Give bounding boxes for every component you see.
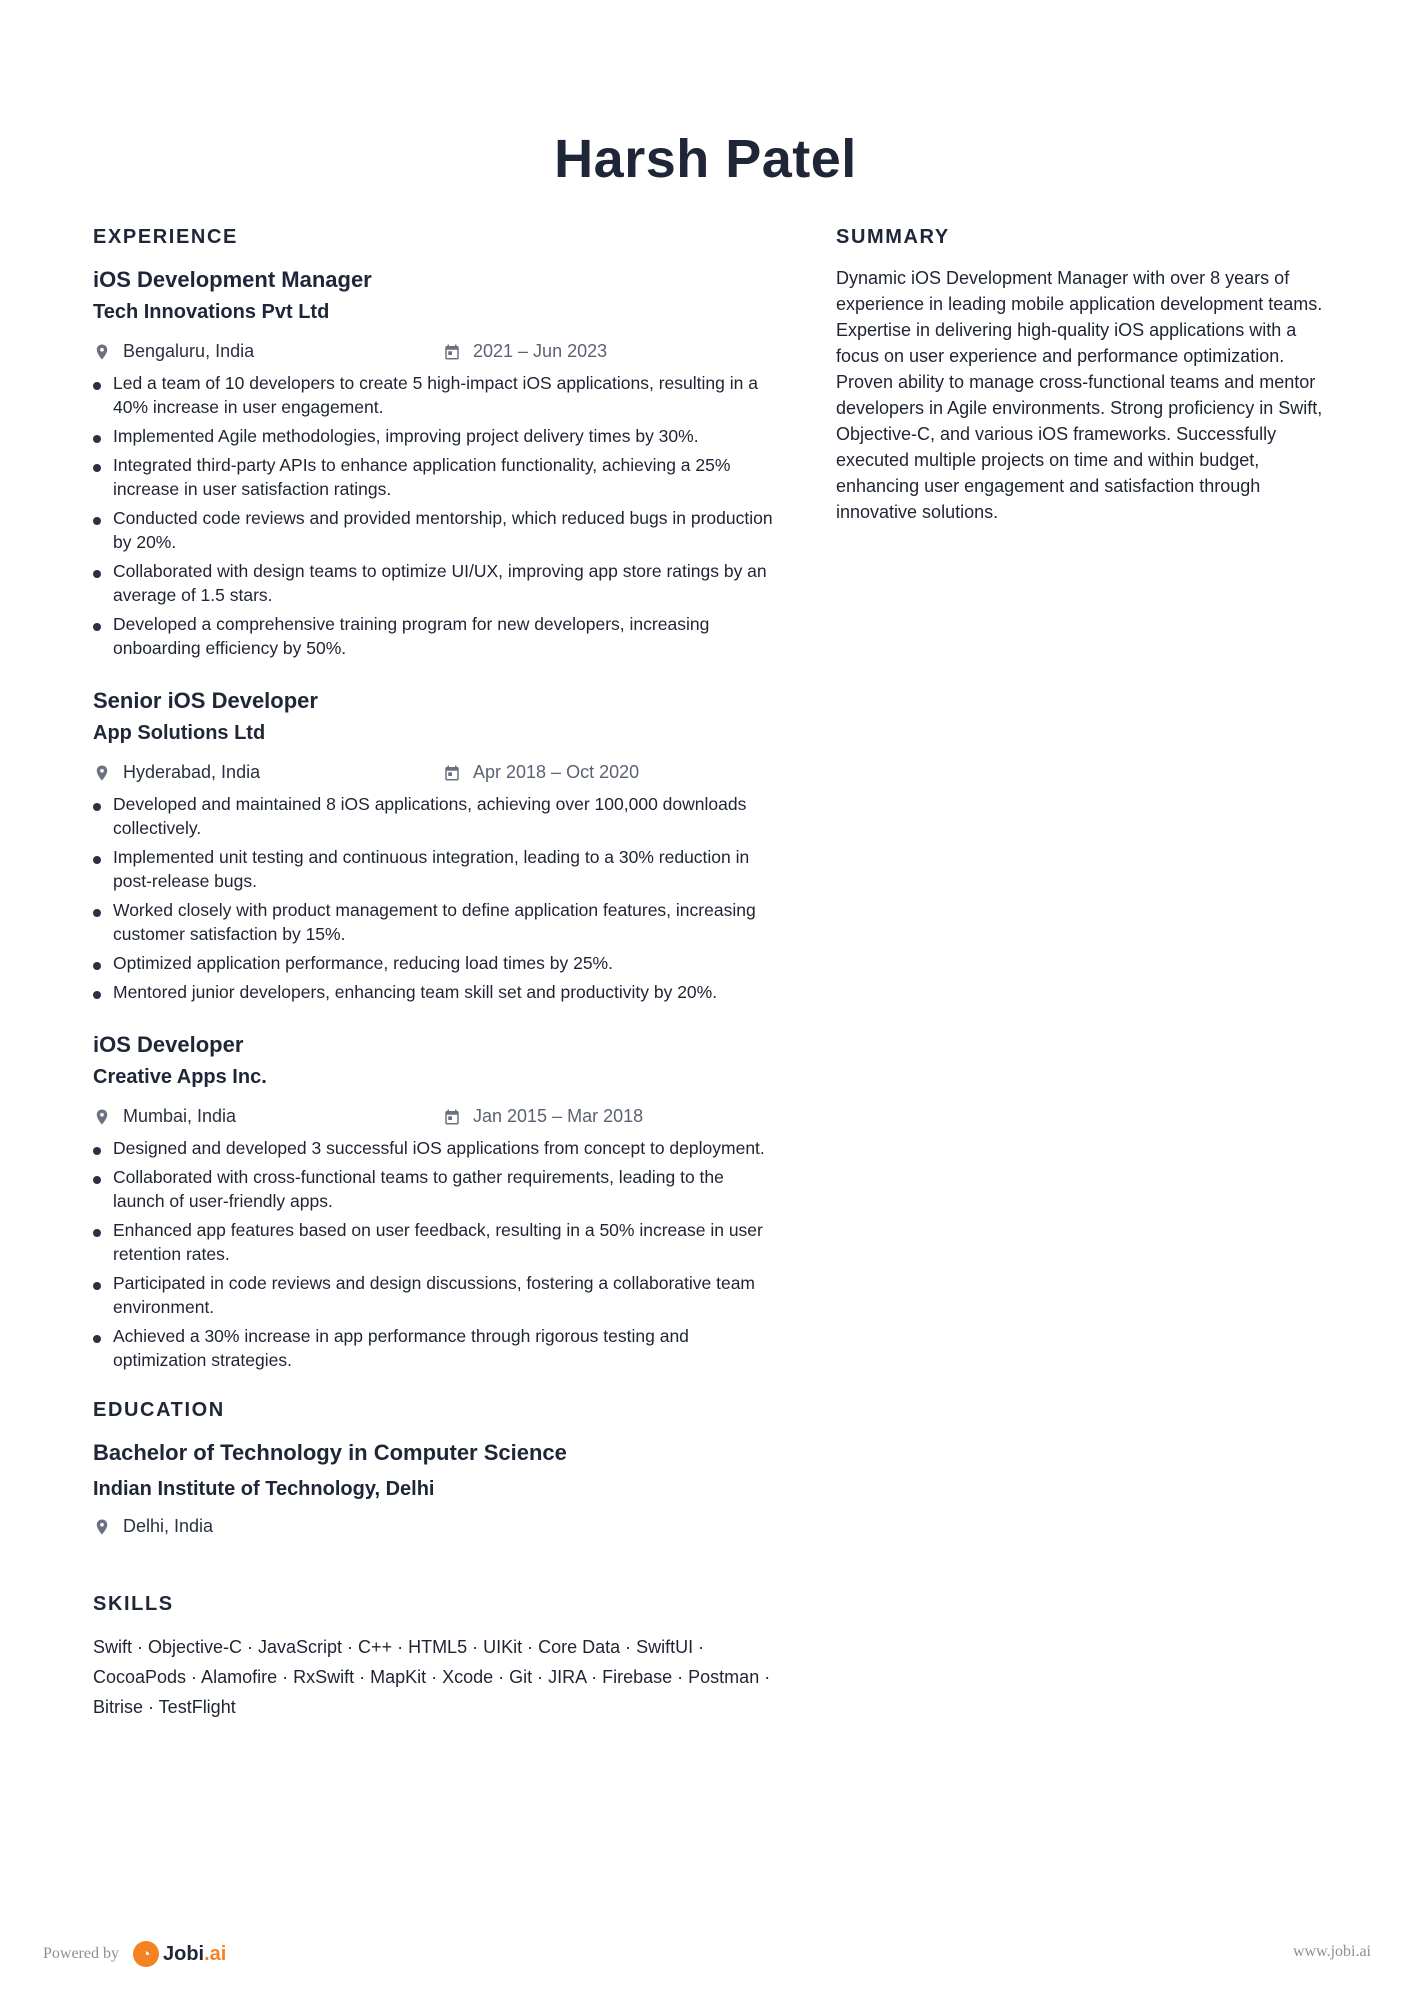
job-dates-text: 2021 – Jun 2023 [473,341,608,361]
job-location-text: Mumbai, India [123,1106,237,1126]
skills-list: Swift · Objective-C · JavaScript · C++ · HTML5 · UIKit · Core Data · SwiftUI · CocoaPods · Alamofire · RxSwift · MapKit · Xcode · Git · JIRA · Firebase · Postman · Bitrise · TestFlight [93,1637,771,1717]
right-column [836,225,1336,525]
job-bullet: Enhanced app features based on user feedback, resulting in a 50% increase in user retention rates. [93,1218,773,1266]
candidate-name: Harsh Patel [554,129,857,189]
job-title: iOS Developer [93,1032,244,1057]
job-company: App Solutions Ltd [93,722,266,744]
job-bullet: Designed and developed 3 successful iOS applications from concept to deployment. [93,1136,773,1160]
job-dates [443,341,607,362]
job-bullet: Developed and maintained 8 iOS applications, achieving over 100,000 downloads collectively. [93,792,773,840]
experience-section [93,225,773,1372]
job-bullet: Implemented unit testing and continuous integration, leading to a 30% reduction in post-release bugs. [93,845,773,893]
job-bullet: Collaborated with design teams to optimize UI/UX, improving app store ratings by an average of 1.5 stars. [93,559,773,607]
job-dates [443,1106,643,1127]
job-bullet: Conducted code reviews and provided mentorship, which reduced bugs in production by 20%. [93,506,773,554]
map-pin-icon [93,1108,111,1126]
powered-by-label: Powered by [43,1945,119,1962]
job-bullet: Optimized application performance, reducing load times by 25%. [93,951,773,975]
education-heading: EDUCATION [93,1399,225,1421]
job-bullets [93,371,773,660]
job-title: Senior iOS Developer [93,688,318,713]
calendar-icon [443,343,461,361]
map-pin-icon [93,1518,111,1536]
job-location [93,1106,236,1127]
job-bullets [93,1136,773,1372]
education-meta [93,1512,773,1542]
education-location-text: Delhi, India [123,1516,214,1536]
map-pin-icon [93,764,111,782]
summary-text: Dynamic iOS Development Manager with over 8 years of experience in leading mobile application development teams. Expertise in delivering high-quality iOS applications with a focus on user experience and performance optimization. Proven ability to manage cross-functional teams and mentor developers in Agile environments. Strong proficiency in Swift, Objective-C, and various iOS frameworks. Successfully executed multiple projects on time and within budget, enhancing user engagement and satisfaction through innovative solutions. [836,268,1323,522]
job-company: Creative Apps Inc. [93,1066,267,1088]
job-location [93,341,254,362]
job-bullet: Mentored junior developers, enhancing team skill set and productivity by 20%. [93,980,773,1004]
job-bullet: Participated in code reviews and design discussions, fostering a collaborative team environment. [93,1271,773,1319]
job-bullet: Integrated third-party APIs to enhance application functionality, achieving a 25% increase in user satisfaction ratings. [93,453,773,501]
job-dates-text: Apr 2018 – Oct 2020 [473,762,640,782]
job-entry [93,686,773,1004]
job-company: Tech Innovations Pvt Ltd [93,301,330,323]
job-bullet: Developed a comprehensive training program for new developers, increasing onboarding efficiency by 50%. [93,612,773,660]
experience-heading: EXPERIENCE [93,226,238,248]
education-location [93,1516,213,1537]
job-meta [93,1102,773,1132]
job-dates-text: Jan 2015 – Mar 2018 [473,1106,644,1126]
job-entry [93,1030,773,1372]
job-bullet: Collaborated with cross-functional teams to gather requirements, leading to the launch of user-friendly apps. [93,1165,773,1213]
job-list [93,265,773,1372]
job-bullet: Worked closely with product management to define application features, increasing customer satisfaction by 15%. [93,898,773,946]
skills-heading: SKILLS [93,1593,174,1615]
job-dates [443,762,639,783]
calendar-icon [443,1108,461,1126]
calendar-icon [443,764,461,782]
job-bullets [93,792,773,1004]
job-location [93,762,260,783]
powered-by [43,1941,226,1967]
jobi-logo-icon: ◔ [133,1941,159,1967]
jobi-logo-text: Jobi.ai [162,1942,227,1965]
job-bullet: Led a team of 10 developers to create 5 high-impact iOS applications, resulting in a 40% increase in user engagement. [93,371,773,419]
job-location-text: Bengaluru, India [123,341,255,361]
job-bullet: Implemented Agile methodologies, improving project delivery times by 30%. [93,424,773,448]
job-meta [93,337,773,367]
job-entry [93,265,773,660]
map-pin-icon [93,343,111,361]
job-title: iOS Development Manager [93,267,372,292]
summary-heading: SUMMARY [836,226,950,248]
left-column [93,225,773,1722]
education-degree: Bachelor of Technology in Computer Science [93,1440,567,1465]
job-bullet: Achieved a 30% increase in app performance through rigorous testing and optimization strategies. [93,1324,773,1372]
job-location-text: Hyderabad, India [123,762,261,782]
jobi-logo[interactable] [133,1941,226,1967]
education-school: Indian Institute of Technology, Delhi [93,1478,435,1500]
summary-section [836,225,1336,525]
skills-section [93,1592,773,1722]
job-meta [93,758,773,788]
footer-url[interactable]: www.jobi.ai [1292,1943,1371,1960]
education-section [93,1398,773,1542]
